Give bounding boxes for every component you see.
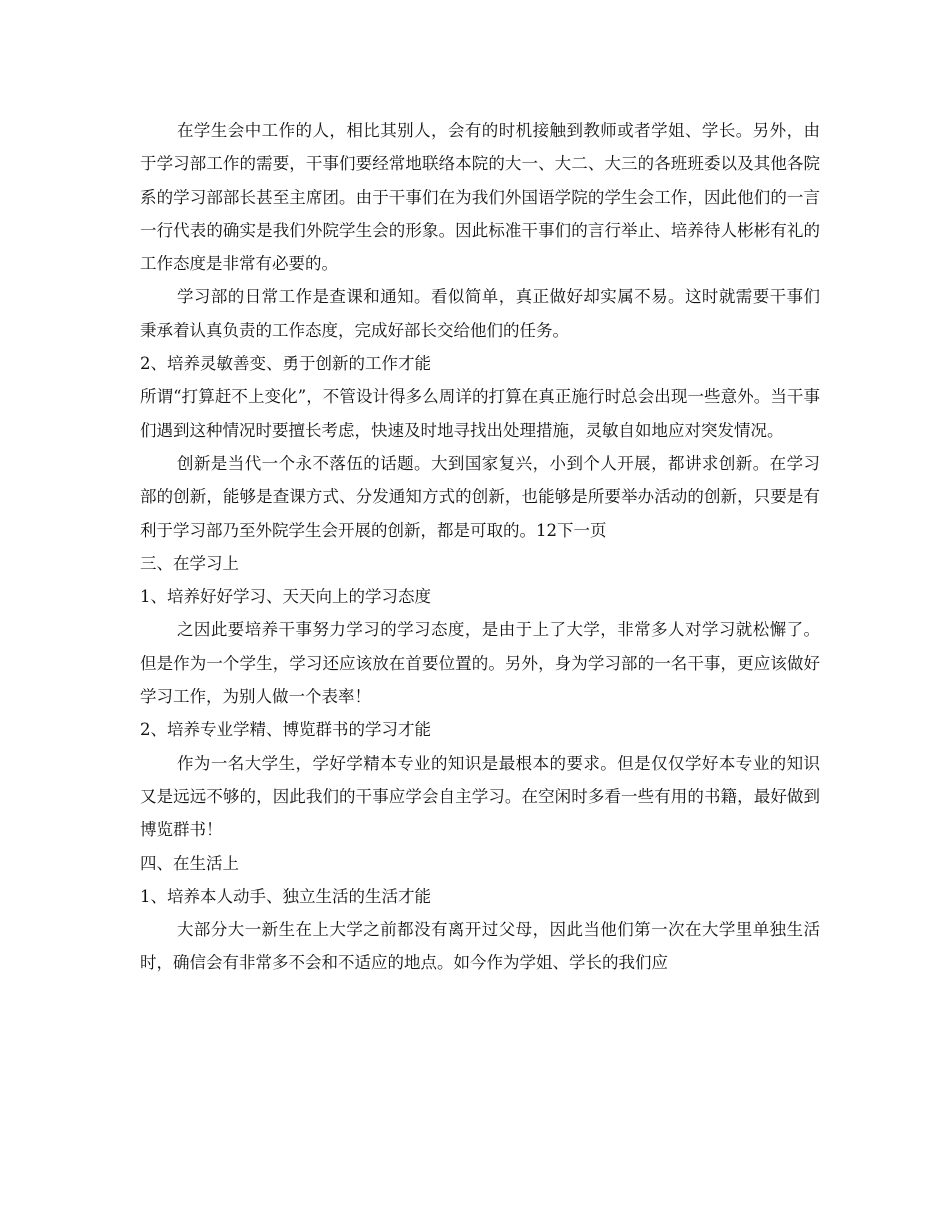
heading-section-study: 三、在学习上 [140,553,239,573]
paragraph-plans-and-changes: 所谓“打算赶不上变化”，不管设计得多么周详的打算在真正施行时总会出现一些意外。当干事们遇到这种情况时要擅长考虑，快速及时地寻找出处理措施，灵敏自如地应对突发情况。 [140,387,820,440]
paragraph-freshmen-life: 大部分大一新生在上大学之前都没有离开过父母，因此当他们第一次在大学里单独生活时，确信会有非常多不会和不适应的地点。如今作为学姐、学长的我们应 [140,920,820,973]
paragraph-study-ability: 作为一名大学生，学好学精本专业的知识是最根本的要求。但是仅仅学好本专业的知识又是远远不够的，因此我们的干事应学会自主学习。在空闲时多看一些有用的书籍，最好做到博览群书！ [140,753,820,840]
paragraph-daily-work: 学习部的日常工作是查课和通知。看似简单，真正做好却实属不易。这时就需要干事们秉承着认真负责的工作态度，完成好部长交给他们的任务。 [140,287,820,340]
heading-section-life: 四、在生活上 [140,853,239,873]
paragraph-study-attitude: 之因此要培养干事努力学习的学习态度，是由于上了大学，非常多人对学习就松懈了。但是作为一个学生，学习还应该放在首要位置的。另外，身为学习部的一名干事，更应该做好学习工作，为别人做一个表率！ [140,620,820,707]
document-page [140,114,820,980]
paragraph-student-union-contact: 在学生会中工作的人，相比其别人，会有的时机接触到教师或者学姐、学长。另外，由于学习部工作的需要，干事们要经常地联络本院的大一、大二、大三的各班班委以及其他各院系的学习部部长甚至主席团。由于干事们在为我们外国语学院的学生会工作，因此他们的一言一行代表的确实是我们外院学生会的形象。因此标准干事们的言行举止、培养待人彬彬有礼的工作态度是非常有必要的。 [140,121,820,274]
paragraph-innovation: 创新是当代一个永不落伍的话题。大到国家复兴，小到个人开展，都讲求创新。在学习部的创新，能够是查课方式、分发通知方式的创新，也能够是所要举办活动的创新，只要是有利于学习部乃至外院学生会开展的创新，都是可取的。12下一页 [140,453,820,540]
heading-independent-living: 1、培养本人动手、独立生活的生活才能 [140,886,431,906]
heading-innovation-ability: 2、培养灵敏善变、勇于创新的工作才能 [140,354,431,374]
heading-study-attitude: 1、培养好好学习、天天向上的学习态度 [140,587,431,607]
heading-study-ability: 2、培养专业学精、博览群书的学习才能 [140,720,431,740]
